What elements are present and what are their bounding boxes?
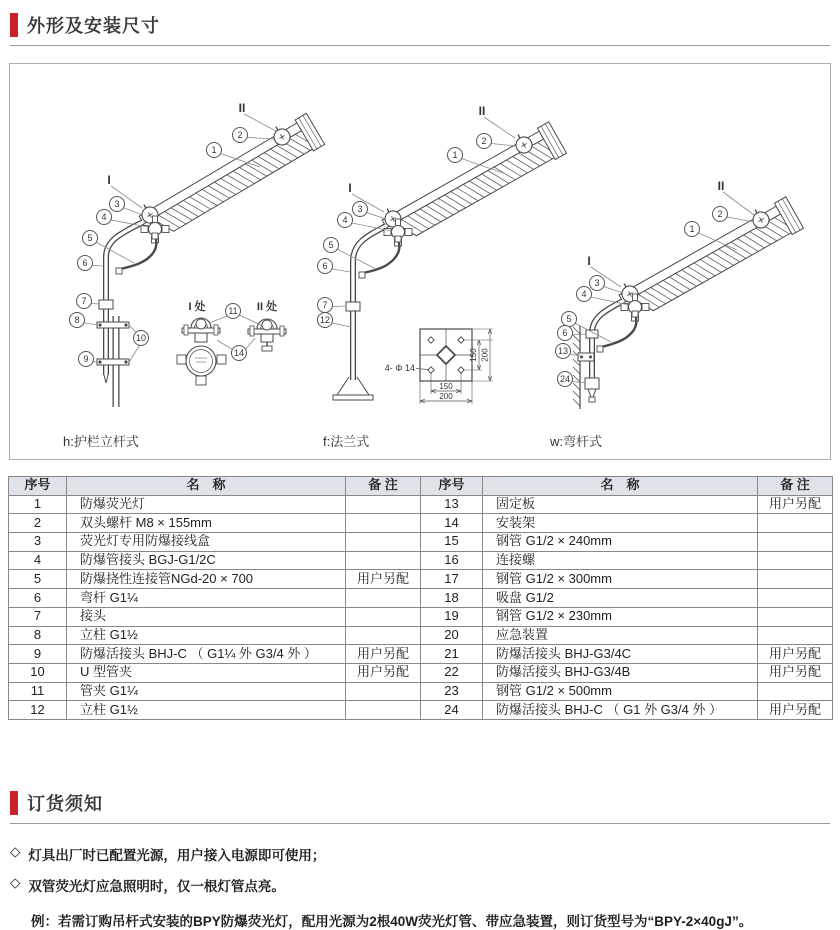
table-header-cell: 备 注	[346, 477, 421, 496]
part-name-cell: 立柱 G1½	[67, 626, 346, 645]
svg-text:I: I	[107, 173, 111, 187]
svg-text:5: 5	[328, 240, 334, 251]
svg-text:4: 4	[581, 289, 587, 300]
table-header-cell: 序号	[9, 477, 67, 496]
table-header-row	[9, 477, 833, 496]
svg-text:9: 9	[83, 354, 89, 365]
svg-text:1: 1	[452, 150, 458, 161]
diagram-caption: f:法兰式	[323, 434, 370, 449]
section-accent-bar	[10, 791, 18, 815]
part-name-cell: 荧光灯专用防爆接线盒	[67, 533, 346, 552]
svg-text:2: 2	[481, 136, 487, 147]
svg-text:6: 6	[322, 261, 328, 272]
svg-text:7: 7	[322, 300, 328, 311]
svg-text:200: 200	[480, 348, 490, 362]
svg-text:I: I	[348, 181, 352, 195]
part-remark-cell	[758, 570, 833, 589]
part-name-cell: 吸盘 G1/2	[483, 589, 758, 608]
svg-text:11: 11	[228, 306, 238, 317]
part-name-cell: 管夹 G1¼	[67, 682, 346, 701]
table-row	[9, 607, 833, 626]
part-number-cell: 9	[9, 645, 67, 664]
diagram-caption: h:护栏立杆式	[63, 434, 139, 449]
svg-text:150: 150	[469, 348, 478, 362]
svg-text:13: 13	[557, 346, 569, 357]
svg-text:7: 7	[81, 296, 87, 307]
parts-table	[8, 476, 833, 720]
part-remark-cell	[346, 626, 421, 645]
note-text: 灯具出厂时已配置光源，用户接入电源即可使用；	[28, 847, 326, 863]
part-remark-cell: 用户另配	[758, 663, 833, 682]
svg-text:II: II	[717, 179, 725, 193]
svg-text:1: 1	[689, 224, 695, 235]
ordering-notes	[10, 844, 830, 930]
part-remark-cell: 用户另配	[346, 570, 421, 589]
part-number-cell: 11	[9, 682, 67, 701]
part-remark-cell	[758, 589, 833, 608]
ordering-title: 订货须知	[27, 793, 103, 814]
svg-text:II 处: II 处	[256, 301, 278, 313]
svg-text:8: 8	[74, 315, 80, 326]
table-row	[9, 495, 833, 514]
part-remark-cell	[346, 682, 421, 701]
part-name-cell: 钢管 G1/2 × 300mm	[483, 570, 758, 589]
svg-text:II: II	[478, 104, 486, 118]
part-remark-cell: 用户另配	[758, 645, 833, 664]
svg-text:4: 4	[342, 215, 348, 226]
part-name-cell: 钢管 G1/2 × 500mm	[483, 682, 758, 701]
table-header-cell: 备 注	[758, 477, 833, 496]
table-row	[9, 663, 833, 682]
installation-diagram	[10, 64, 832, 457]
part-name-cell: 立柱 G1½	[67, 701, 346, 720]
section-accent-bar	[10, 13, 18, 37]
part-name-cell: 防爆挠性连接管NGd-20 × 700	[67, 570, 346, 589]
table-row	[9, 589, 833, 608]
svg-text:3: 3	[114, 199, 120, 210]
part-number-cell: 13	[421, 495, 483, 514]
part-remark-cell	[758, 533, 833, 552]
part-number-cell: 6	[9, 589, 67, 608]
table-row	[9, 570, 833, 589]
part-name-cell: 防爆活接头 BHJ-G3/4C	[483, 645, 758, 664]
part-number-cell: 15	[421, 533, 483, 552]
part-remark-cell: 用户另配	[346, 663, 421, 682]
part-name-cell: 双头螺杆 M8 × 155mm	[67, 514, 346, 533]
part-remark-cell	[346, 495, 421, 514]
ordering-section-header	[10, 790, 830, 824]
note-text: 双管荧光灯应急照明时，仅一根灯管点亮。	[28, 878, 285, 894]
part-number-cell: 23	[421, 682, 483, 701]
svg-text:3: 3	[594, 278, 600, 289]
part-name-cell: 防爆活接头 BHJ-C （ G1 外 G3/4 外 ）	[483, 701, 758, 720]
table-header-cell: 名 称	[483, 477, 758, 496]
part-number-cell: 22	[421, 663, 483, 682]
part-number-cell: 14	[421, 514, 483, 533]
parts-table-body	[9, 495, 833, 719]
part-name-cell: 固定板	[483, 495, 758, 514]
table-row	[9, 551, 833, 570]
diamond-icon: ◇	[10, 843, 21, 859]
svg-text:12: 12	[319, 315, 331, 326]
part-remark-cell	[758, 682, 833, 701]
part-number-cell: 3	[9, 533, 67, 552]
note-item	[10, 844, 830, 864]
part-number-cell: 10	[9, 663, 67, 682]
part-remark-cell	[758, 607, 833, 626]
svg-text:I 处: I 处	[188, 301, 206, 313]
part-number-cell: 24	[421, 701, 483, 720]
order-example: 例：若需订购吊杆式安装的BPY防爆荧光灯，配用光源为2根40W荧光灯管、带应急装置，则订货型号为“BPY-2×40gJ”。	[31, 913, 753, 929]
part-remark-cell	[346, 589, 421, 608]
part-number-cell: 2	[9, 514, 67, 533]
part-number-cell: 5	[9, 570, 67, 589]
table-header-cell: 序号	[421, 477, 483, 496]
svg-text:14: 14	[233, 348, 245, 359]
part-remark-cell: 用户另配	[758, 701, 833, 720]
svg-text:24: 24	[559, 374, 571, 385]
table-row	[9, 682, 833, 701]
installation-diagram-box	[9, 63, 831, 460]
part-number-cell: 19	[421, 607, 483, 626]
part-number-cell: 4	[9, 551, 67, 570]
note-item	[10, 875, 830, 895]
table-row	[9, 533, 833, 552]
table-row	[9, 645, 833, 664]
part-remark-cell	[758, 626, 833, 645]
table-row	[9, 701, 833, 720]
part-remark-cell	[346, 551, 421, 570]
part-name-cell: 钢管 G1/2 × 230mm	[483, 607, 758, 626]
part-name-cell: 防爆荧光灯	[67, 495, 346, 514]
svg-text:I: I	[587, 254, 591, 268]
svg-text:2: 2	[237, 130, 243, 141]
part-name-cell: 弯杆 G1¼	[67, 589, 346, 608]
part-name-cell: 钢管 G1/2 × 240mm	[483, 533, 758, 552]
svg-text:150: 150	[439, 382, 453, 391]
part-name-cell: 接头	[67, 607, 346, 626]
svg-text:5: 5	[87, 233, 93, 244]
part-name-cell: 应急装置	[483, 626, 758, 645]
table-row	[9, 514, 833, 533]
svg-text:4- Φ 14: 4- Φ 14	[384, 363, 415, 373]
part-number-cell: 7	[9, 607, 67, 626]
svg-text:1: 1	[211, 145, 217, 156]
part-number-cell: 1	[9, 495, 67, 514]
part-number-cell: 17	[421, 570, 483, 589]
dimensions-section-header	[10, 0, 830, 46]
part-number-cell: 12	[9, 701, 67, 720]
parts-table-head	[9, 477, 833, 496]
part-remark-cell	[346, 533, 421, 552]
part-remark-cell	[346, 607, 421, 626]
part-number-cell: 8	[9, 626, 67, 645]
table-row	[9, 626, 833, 645]
part-remark-cell: 用户另配	[758, 495, 833, 514]
part-number-cell: 20	[421, 626, 483, 645]
diagram-caption: w:弯杆式	[550, 434, 603, 449]
part-name-cell: 连接螺	[483, 551, 758, 570]
svg-text:6: 6	[82, 258, 88, 269]
part-remark-cell: 用户另配	[346, 645, 421, 664]
part-number-cell: 21	[421, 645, 483, 664]
part-number-cell: 18	[421, 589, 483, 608]
part-name-cell: 防爆活接头 BHJ-C （ G1¼ 外 G3/4 外 ）	[67, 645, 346, 664]
part-name-cell: 防爆活接头 BHJ-G3/4B	[483, 663, 758, 682]
svg-text:10: 10	[135, 333, 147, 344]
svg-text:3: 3	[357, 204, 363, 215]
table-header-cell: 名 称	[67, 477, 346, 496]
svg-text:2: 2	[717, 209, 723, 220]
svg-text:200: 200	[439, 392, 453, 401]
part-remark-cell	[346, 701, 421, 720]
svg-text:5: 5	[566, 314, 572, 325]
diamond-icon: ◇	[10, 874, 21, 890]
part-number-cell: 16	[421, 551, 483, 570]
part-remark-cell	[758, 551, 833, 570]
part-remark-cell	[346, 514, 421, 533]
part-name-cell: U 型管夹	[67, 663, 346, 682]
part-name-cell: 防爆管接头 BGJ-G1/2C	[67, 551, 346, 570]
svg-text:4: 4	[101, 212, 107, 223]
svg-text:6: 6	[562, 328, 568, 339]
part-name-cell: 安装架	[483, 514, 758, 533]
page-title: 外形及安装尺寸	[27, 16, 160, 36]
part-remark-cell	[758, 514, 833, 533]
svg-text:II: II	[238, 101, 246, 115]
